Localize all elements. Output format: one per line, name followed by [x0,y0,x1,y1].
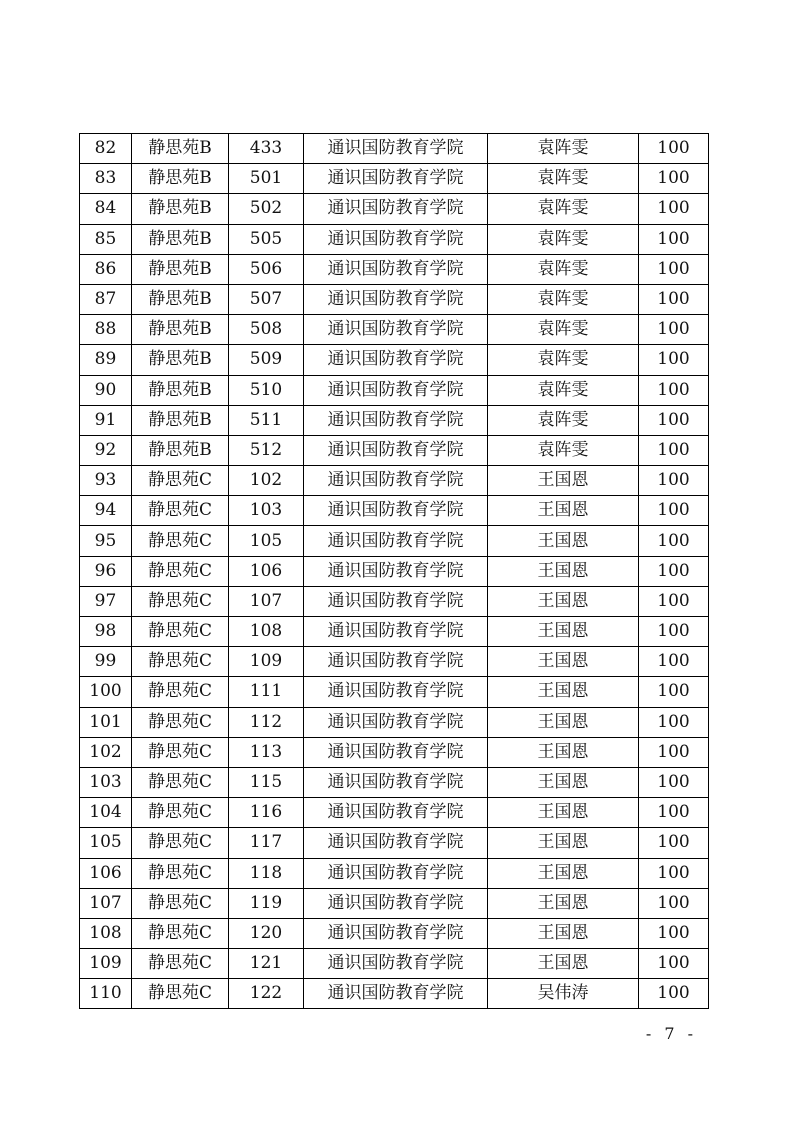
row-index-cell: 88 [80,315,132,345]
person-name-cell: 王国恩 [488,617,639,647]
room-number-cell: 120 [229,918,304,948]
room-number-cell: 121 [229,949,304,979]
score-cell: 100 [639,345,709,375]
table-row [80,164,709,194]
room-number-cell: 501 [229,164,304,194]
score-cell: 100 [639,617,709,647]
person-name-cell: 王国恩 [488,677,639,707]
row-index-cell: 84 [80,194,132,224]
row-index-cell: 82 [80,134,132,164]
room-number-cell: 507 [229,284,304,314]
building-cell: 静思苑C [132,556,229,586]
table-row [80,828,709,858]
row-index-cell: 85 [80,224,132,254]
room-number-cell: 433 [229,134,304,164]
score-cell: 100 [639,315,709,345]
building-cell: 静思苑C [132,888,229,918]
room-number-cell: 510 [229,375,304,405]
college-cell: 通识国防教育学院 [304,496,488,526]
table-row [80,737,709,767]
room-number-cell: 108 [229,617,304,647]
row-index-cell: 92 [80,435,132,465]
row-index-cell: 101 [80,707,132,737]
college-cell: 通识国防教育学院 [304,888,488,918]
score-cell: 100 [639,979,709,1009]
room-number-cell: 502 [229,194,304,224]
room-number-cell: 122 [229,979,304,1009]
college-cell: 通识国防教育学院 [304,315,488,345]
person-name-cell: 王国恩 [488,949,639,979]
person-name-cell: 王国恩 [488,526,639,556]
person-name-cell: 王国恩 [488,707,639,737]
table-row [80,284,709,314]
row-index-cell: 110 [80,979,132,1009]
college-cell: 通识国防教育学院 [304,254,488,284]
dormitory-score-table [79,133,709,1009]
room-number-cell: 109 [229,647,304,677]
person-name-cell: 王国恩 [488,586,639,616]
score-cell: 100 [639,556,709,586]
college-cell: 通识国防教育学院 [304,134,488,164]
table-row [80,315,709,345]
row-index-cell: 107 [80,888,132,918]
person-name-cell: 王国恩 [488,466,639,496]
room-number-cell: 117 [229,828,304,858]
row-index-cell: 94 [80,496,132,526]
table-row [80,949,709,979]
room-number-cell: 116 [229,798,304,828]
college-cell: 通识国防教育学院 [304,405,488,435]
row-index-cell: 109 [80,949,132,979]
college-cell: 通识国防教育学院 [304,284,488,314]
college-cell: 通识国防教育学院 [304,526,488,556]
table-row [80,375,709,405]
table-row [80,345,709,375]
building-cell: 静思苑C [132,737,229,767]
table-row [80,979,709,1009]
table-row [80,224,709,254]
room-number-cell: 509 [229,345,304,375]
table-row [80,707,709,737]
score-cell: 100 [639,677,709,707]
college-cell: 通识国防教育学院 [304,375,488,405]
building-cell: 静思苑B [132,345,229,375]
college-cell: 通识国防教育学院 [304,918,488,948]
room-number-cell: 505 [229,224,304,254]
table-row [80,798,709,828]
person-name-cell: 袁阵雯 [488,345,639,375]
college-cell: 通识国防教育学院 [304,435,488,465]
person-name-cell: 王国恩 [488,556,639,586]
score-cell: 100 [639,405,709,435]
college-cell: 通识国防教育学院 [304,767,488,797]
row-index-cell: 86 [80,254,132,284]
person-name-cell: 袁阵雯 [488,435,639,465]
building-cell: 静思苑C [132,677,229,707]
room-number-cell: 115 [229,767,304,797]
building-cell: 静思苑C [132,526,229,556]
score-cell: 100 [639,888,709,918]
building-cell: 静思苑C [132,707,229,737]
person-name-cell: 袁阵雯 [488,194,639,224]
building-cell: 静思苑C [132,918,229,948]
building-cell: 静思苑C [132,949,229,979]
building-cell: 静思苑C [132,496,229,526]
building-cell: 静思苑B [132,224,229,254]
building-cell: 静思苑C [132,617,229,647]
score-cell: 100 [639,798,709,828]
table-row [80,556,709,586]
table-row [80,677,709,707]
row-index-cell: 95 [80,526,132,556]
table-row [80,435,709,465]
person-name-cell: 袁阵雯 [488,405,639,435]
score-cell: 100 [639,194,709,224]
person-name-cell: 王国恩 [488,496,639,526]
room-number-cell: 113 [229,737,304,767]
score-cell: 100 [639,466,709,496]
table-body [80,134,709,1009]
college-cell: 通识国防教育学院 [304,556,488,586]
room-number-cell: 102 [229,466,304,496]
building-cell: 静思苑B [132,435,229,465]
college-cell: 通识国防教育学院 [304,617,488,647]
table-row [80,466,709,496]
score-cell: 100 [639,164,709,194]
college-cell: 通识国防教育学院 [304,858,488,888]
building-cell: 静思苑B [132,164,229,194]
score-cell: 100 [639,496,709,526]
table-row [80,254,709,284]
college-cell: 通识国防教育学院 [304,677,488,707]
row-index-cell: 103 [80,767,132,797]
score-cell: 100 [639,134,709,164]
row-index-cell: 98 [80,617,132,647]
building-cell: 静思苑C [132,767,229,797]
score-cell: 100 [639,828,709,858]
row-index-cell: 105 [80,828,132,858]
building-cell: 静思苑C [132,466,229,496]
score-cell: 100 [639,526,709,556]
college-cell: 通识国防教育学院 [304,164,488,194]
person-name-cell: 王国恩 [488,888,639,918]
building-cell: 静思苑B [132,315,229,345]
row-index-cell: 97 [80,586,132,616]
table-row [80,647,709,677]
row-index-cell: 87 [80,284,132,314]
table-row [80,918,709,948]
person-name-cell: 王国恩 [488,828,639,858]
college-cell: 通识国防教育学院 [304,707,488,737]
score-cell: 100 [639,284,709,314]
table-row [80,496,709,526]
room-number-cell: 511 [229,405,304,435]
building-cell: 静思苑C [132,586,229,616]
room-number-cell: 106 [229,556,304,586]
college-cell: 通识国防教育学院 [304,224,488,254]
room-number-cell: 118 [229,858,304,888]
row-index-cell: 108 [80,918,132,948]
building-cell: 静思苑B [132,284,229,314]
room-number-cell: 105 [229,526,304,556]
college-cell: 通识国防教育学院 [304,798,488,828]
score-cell: 100 [639,737,709,767]
building-cell: 静思苑B [132,254,229,284]
room-number-cell: 508 [229,315,304,345]
score-cell: 100 [639,767,709,797]
person-name-cell: 王国恩 [488,918,639,948]
table-row [80,767,709,797]
college-cell: 通识国防教育学院 [304,737,488,767]
table-row [80,405,709,435]
person-name-cell: 王国恩 [488,737,639,767]
person-name-cell: 吴伟涛 [488,979,639,1009]
row-index-cell: 83 [80,164,132,194]
row-index-cell: 91 [80,405,132,435]
college-cell: 通识国防教育学院 [304,466,488,496]
room-number-cell: 107 [229,586,304,616]
score-cell: 100 [639,254,709,284]
score-cell: 100 [639,224,709,254]
score-cell: 100 [639,918,709,948]
row-index-cell: 96 [80,556,132,586]
college-cell: 通识国防教育学院 [304,828,488,858]
person-name-cell: 王国恩 [488,647,639,677]
row-index-cell: 90 [80,375,132,405]
room-number-cell: 512 [229,435,304,465]
building-cell: 静思苑C [132,858,229,888]
row-index-cell: 99 [80,647,132,677]
building-cell: 静思苑B [132,194,229,224]
row-index-cell: 106 [80,858,132,888]
room-number-cell: 506 [229,254,304,284]
score-cell: 100 [639,858,709,888]
person-name-cell: 王国恩 [488,798,639,828]
building-cell: 静思苑C [132,828,229,858]
person-name-cell: 袁阵雯 [488,134,639,164]
table-row [80,134,709,164]
person-name-cell: 袁阵雯 [488,254,639,284]
college-cell: 通识国防教育学院 [304,194,488,224]
score-cell: 100 [639,586,709,616]
row-index-cell: 100 [80,677,132,707]
person-name-cell: 袁阵雯 [488,224,639,254]
table-row [80,617,709,647]
score-cell: 100 [639,707,709,737]
person-name-cell: 王国恩 [488,767,639,797]
score-cell: 100 [639,435,709,465]
table-row [80,888,709,918]
person-name-cell: 王国恩 [488,858,639,888]
person-name-cell: 袁阵雯 [488,315,639,345]
college-cell: 通识国防教育学院 [304,979,488,1009]
table-row [80,194,709,224]
building-cell: 静思苑C [132,979,229,1009]
row-index-cell: 102 [80,737,132,767]
person-name-cell: 袁阵雯 [488,375,639,405]
building-cell: 静思苑B [132,134,229,164]
building-cell: 静思苑B [132,405,229,435]
score-cell: 100 [639,949,709,979]
college-cell: 通识国防教育学院 [304,345,488,375]
row-index-cell: 104 [80,798,132,828]
college-cell: 通识国防教育学院 [304,949,488,979]
table-row [80,526,709,556]
page-number: - 7 - [645,1024,697,1043]
table-row [80,858,709,888]
person-name-cell: 袁阵雯 [488,164,639,194]
score-cell: 100 [639,375,709,405]
college-cell: 通识国防教育学院 [304,586,488,616]
room-number-cell: 119 [229,888,304,918]
person-name-cell: 袁阵雯 [488,284,639,314]
building-cell: 静思苑C [132,798,229,828]
building-cell: 静思苑C [132,647,229,677]
room-number-cell: 112 [229,707,304,737]
room-number-cell: 103 [229,496,304,526]
row-index-cell: 93 [80,466,132,496]
score-cell: 100 [639,647,709,677]
college-cell: 通识国防教育学院 [304,647,488,677]
building-cell: 静思苑B [132,375,229,405]
row-index-cell: 89 [80,345,132,375]
room-number-cell: 111 [229,677,304,707]
table-row [80,586,709,616]
